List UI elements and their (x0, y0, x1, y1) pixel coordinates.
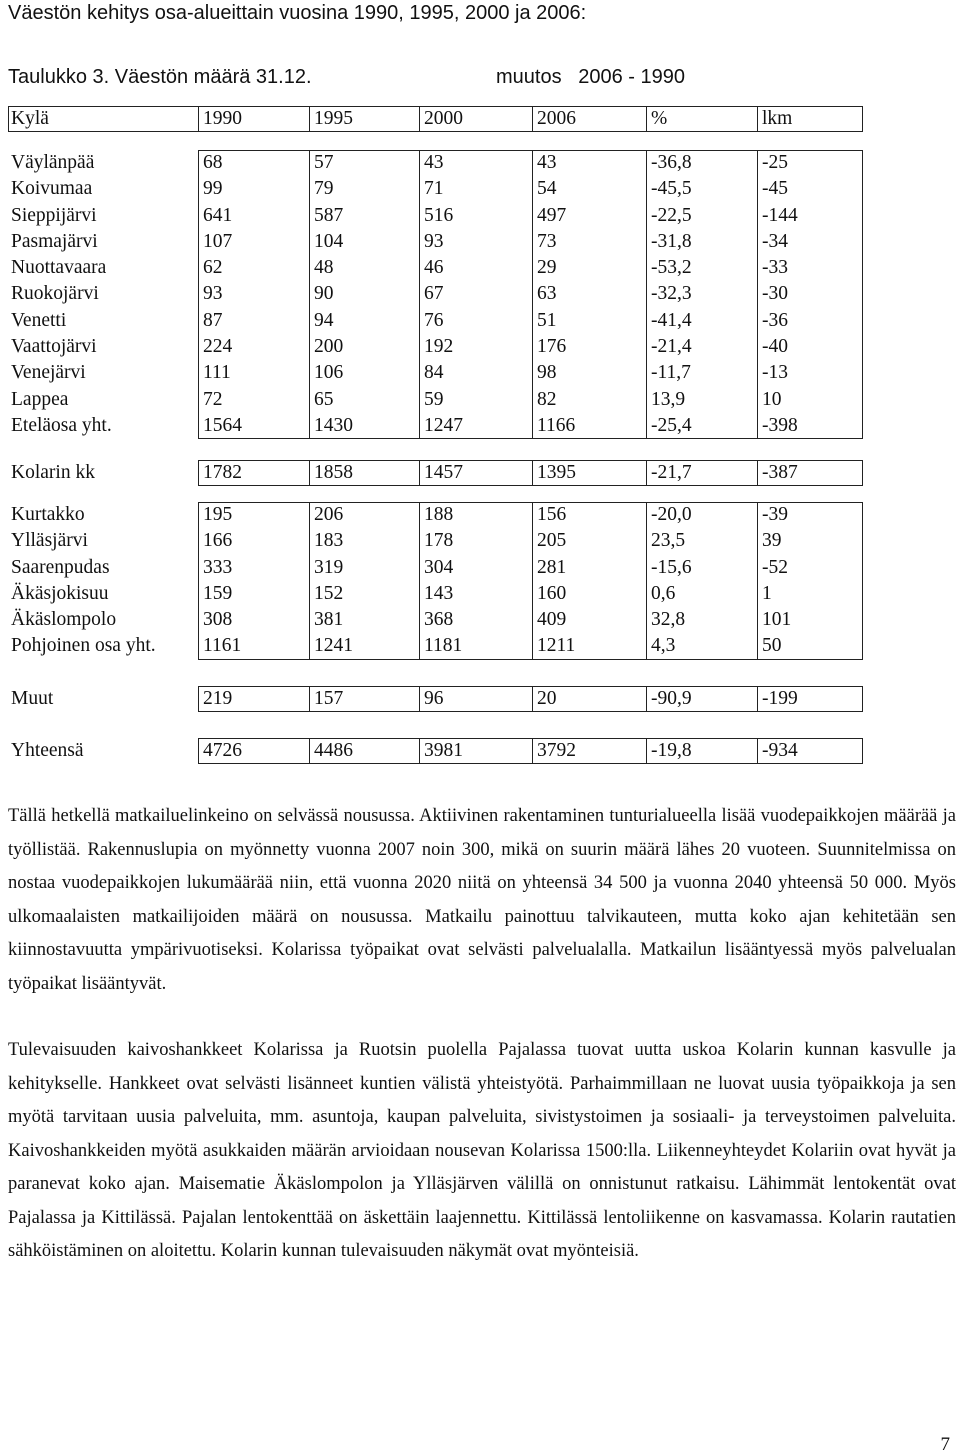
row-label-cell: Äkäslompolo (11, 609, 117, 631)
table-row (8, 581, 862, 607)
value-cell: 84 (424, 362, 444, 384)
column-divider (862, 460, 863, 486)
value-cell: 159 (203, 582, 233, 604)
value-cell: -25,4 (651, 414, 692, 436)
row-label-cell: Pohjoinen osa yht. (11, 635, 156, 657)
table-row (8, 334, 862, 360)
group-etelaosa (8, 150, 862, 439)
value-cell: 200 (314, 336, 344, 358)
value-cell: 2000 (424, 108, 463, 129)
change-caption: muutos 2006 - 1990 (496, 66, 686, 88)
table-row (8, 502, 862, 528)
value-cell: 79 (314, 178, 334, 200)
row-label-cell: Ruokojärvi (11, 283, 99, 305)
value-cell: 183 (314, 530, 344, 552)
value-cell: -25 (762, 152, 788, 173)
group-yhteensa (8, 738, 862, 764)
table-row (8, 229, 862, 255)
value-cell: 72 (203, 388, 223, 410)
value-cell: 166 (203, 530, 233, 552)
paragraph-1: Tällä hetkellä matkailuelinkeino on selvässä nousussa. Aktiivinen rakentaminen tunturialueella lisää vuodepaikkojen määrää ja työllistää. Rakennuslupia on myönnetty vuonna 2007 noin 300, mikä on suurin määrä lähes 20 vuoteen. Suunnitelmissa on nostaa vuodepaikkojen lukumäärää niin, että vuonna 2020 niitä on yhteensä 34 500 ja vuonna 2040 yhteensä 50 000. Myös ulkomaalaisten matkailijoiden määrä on nousussa. Matkailu painottuu talvikauteen, mutta koko ajan kehitetään sen kiinnostavuutta ympärivuotiseksi. Kolarissa työpaikat ovat selvästi palvelualalla. Matkailun lisääntyessä myös palvelualan työpaikat lisääntyvät. (8, 806, 956, 994)
value-cell: 96 (424, 688, 444, 709)
value-cell: -934 (762, 740, 798, 761)
value-cell: 104 (314, 230, 344, 252)
row-label-cell: Väylänpää (11, 152, 95, 173)
column-divider (862, 502, 863, 660)
value-cell: 1161 (203, 635, 242, 657)
value-cell: 319 (314, 556, 344, 578)
value-cell: 82 (537, 388, 557, 410)
value-cell: -387 (762, 462, 798, 483)
value-cell: -22,5 (651, 204, 692, 226)
value-cell: 57 (314, 152, 334, 173)
row-label-cell: Yhteensä (11, 740, 84, 761)
value-cell: -45 (762, 178, 788, 200)
value-cell: 1990 (203, 108, 242, 129)
row-label-cell: Äkäsjokisuu (11, 582, 109, 604)
value-cell: 219 (203, 688, 233, 709)
row-label-cell: Kylä (11, 108, 49, 129)
table-row (8, 528, 862, 554)
value-cell: 62 (203, 257, 223, 279)
value-cell: 1564 (203, 414, 242, 436)
row-label-cell: Kurtakko (11, 504, 85, 525)
value-cell: 3792 (537, 740, 576, 761)
value-cell: 641 (203, 204, 233, 226)
value-cell: 178 (424, 530, 454, 552)
table-row (8, 387, 862, 413)
value-cell: 381 (314, 609, 344, 631)
table-header (8, 106, 862, 132)
value-cell: 1858 (314, 462, 353, 483)
value-cell: 50 (762, 635, 782, 657)
row-label-cell: Sieppijärvi (11, 204, 97, 226)
value-cell: 156 (537, 504, 567, 525)
value-cell: 111 (203, 362, 231, 384)
table-row (8, 413, 862, 439)
value-cell: 1 (762, 582, 772, 604)
value-cell: 1181 (424, 635, 463, 657)
value-cell: 160 (537, 582, 567, 604)
value-cell: -13 (762, 362, 788, 384)
table-row (8, 255, 862, 281)
value-cell: -21,7 (651, 462, 692, 483)
value-cell: 90 (314, 283, 334, 305)
value-cell: 20 (537, 688, 557, 709)
value-cell: 4486 (314, 740, 353, 761)
value-cell: 304 (424, 556, 454, 578)
value-cell: 0,6 (651, 582, 676, 604)
value-cell: 206 (314, 504, 344, 525)
value-cell: -15,6 (651, 556, 692, 578)
group-kolarin-kk (8, 460, 862, 486)
value-cell: 63 (537, 283, 557, 305)
value-cell: 1995 (314, 108, 353, 129)
value-cell: 152 (314, 582, 344, 604)
value-cell: 76 (424, 309, 444, 331)
row-label-cell: Venetti (11, 309, 67, 331)
value-cell: 516 (424, 204, 454, 226)
value-cell: 587 (314, 204, 344, 226)
value-cell: 1241 (314, 635, 353, 657)
value-cell: 1395 (537, 462, 576, 483)
table-row (8, 607, 862, 633)
value-cell: -20,0 (651, 504, 692, 525)
value-cell: 94 (314, 309, 334, 331)
paragraph-2: Tulevaisuuden kaivoshankkeet Kolarissa ja Ruotsin puolella Pajalassa tuovat uutta uskoa Kolarin kunnan kasvulle ja kehitykselle. Hankkeet ovat selvästi lisänneet kuntien välistä yhteistyötä. Parhaimmillaan ne luovat uusia työpaikkoja ja sen myötä tarvitaan uusia palveluita, mm. asuntoja, kaupan palveluita, sivistystoimen ja sosiaali- ja terveystoimen palveluita. Kaivoshankkeiden myötä asukkaiden määrän arvioidaan nousevan Kolarissa 1500:lla. Liikenneyhteydet Kolariin ovat hyvät ja paranevat koko ajan. Maisematie Äkäslompolon ja Ylläsjärven välillä on onnistunut ratkaisu. Lähimmät lentokentät ovat Pajalassa ja Kittilässä. Pajalan lentokenttää on äskettäin laajennettu. Kittilässä lentoliikenne on kasvamassa. Kolarin rautatien sähköistäminen on aloitettu. Kolarin kunnan tulevaisuuden näkymät ovat myönteisiä. (8, 1040, 956, 1261)
value-cell: 1166 (537, 414, 576, 436)
table-row (8, 633, 862, 659)
value-cell: -30 (762, 283, 788, 305)
value-cell: 13,9 (651, 388, 686, 410)
table-row (8, 360, 862, 386)
value-cell: 176 (537, 336, 567, 358)
value-cell: 65 (314, 388, 334, 410)
value-cell: -398 (762, 414, 798, 436)
row-label-cell: Kolarin kk (11, 462, 95, 483)
value-cell: -36,8 (651, 152, 692, 173)
value-cell: 188 (424, 504, 454, 525)
value-cell: -36 (762, 309, 788, 331)
group-muut (8, 686, 862, 712)
value-cell: -90,9 (651, 688, 692, 709)
table-row (8, 686, 862, 712)
value-cell: 308 (203, 609, 233, 631)
value-cell: -19,8 (651, 740, 692, 761)
row-label-cell: Nuottavaara (11, 257, 107, 279)
table-row (8, 460, 862, 486)
row-label-cell: Pasmajärvi (11, 230, 98, 252)
value-cell: 1782 (203, 462, 242, 483)
value-cell: 59 (424, 388, 444, 410)
value-cell: 46 (424, 257, 444, 279)
value-cell: 107 (203, 230, 233, 252)
value-cell: -40 (762, 336, 788, 358)
value-cell: -45,5 (651, 178, 692, 200)
value-cell: 23,5 (651, 530, 686, 552)
column-divider (862, 686, 863, 712)
value-cell: 4,3 (651, 635, 676, 657)
value-cell: 101 (762, 609, 792, 631)
value-cell: 143 (424, 582, 454, 604)
value-cell: 1211 (537, 635, 576, 657)
table-row (8, 203, 862, 229)
value-cell: -21,4 (651, 336, 692, 358)
row-label-cell: Ylläsjärvi (11, 530, 88, 552)
value-cell: 368 (424, 609, 454, 631)
value-cell: 1430 (314, 414, 353, 436)
value-cell: 39 (762, 530, 782, 552)
value-cell: 497 (537, 204, 567, 226)
value-cell: 93 (424, 230, 444, 252)
value-cell: 4726 (203, 740, 242, 761)
value-cell: 333 (203, 556, 233, 578)
row-label-cell: Eteläosa yht. (11, 414, 112, 436)
value-cell: 409 (537, 609, 567, 631)
value-cell: 106 (314, 362, 344, 384)
row-label-cell: Koivumaa (11, 178, 93, 200)
row-label-cell: Muut (11, 688, 54, 709)
table-row (8, 176, 862, 202)
row-label-cell: Vaattojärvi (11, 336, 97, 358)
table-caption: Taulukko 3. Väestön määrä 31.12. (8, 66, 312, 88)
value-cell: 43 (537, 152, 557, 173)
column-divider (862, 738, 863, 764)
value-cell: -33 (762, 257, 788, 279)
value-cell: 73 (537, 230, 557, 252)
value-cell: 1247 (424, 414, 463, 436)
value-cell: 29 (537, 257, 557, 279)
value-cell: -32,3 (651, 283, 692, 305)
value-cell: 87 (203, 309, 223, 331)
row-label-cell: Lappea (11, 388, 69, 410)
value-cell: 48 (314, 257, 334, 279)
value-cell: 10 (762, 388, 782, 410)
value-cell: -53,2 (651, 257, 692, 279)
table-row (8, 308, 862, 334)
table-row (8, 738, 862, 764)
value-cell: -41,4 (651, 309, 692, 331)
value-cell: 51 (537, 309, 557, 331)
value-cell: 98 (537, 362, 557, 384)
header-row (8, 106, 862, 132)
intro-heading: Väestön kehitys osa-alueittain vuosina 1990, 1995, 2000 ja 2006: (8, 2, 587, 24)
row-label-cell: Venejärvi (11, 362, 86, 384)
value-cell: 281 (537, 556, 567, 578)
value-cell: 93 (203, 283, 223, 305)
column-divider (862, 150, 863, 439)
value-cell: 67 (424, 283, 444, 305)
table-row (8, 555, 862, 581)
value-cell: -199 (762, 688, 798, 709)
table-row (8, 281, 862, 307)
value-cell: -34 (762, 230, 788, 252)
value-cell: -52 (762, 556, 788, 578)
value-cell: 99 (203, 178, 223, 200)
value-cell: 192 (424, 336, 454, 358)
value-cell: -11,7 (651, 362, 691, 384)
value-cell: 195 (203, 504, 233, 525)
table-row (8, 150, 862, 176)
value-cell: 68 (203, 152, 223, 173)
value-cell: -144 (762, 204, 798, 226)
value-cell: -31,8 (651, 230, 692, 252)
value-cell: 54 (537, 178, 557, 200)
value-cell: 157 (314, 688, 344, 709)
value-cell: -39 (762, 504, 788, 525)
value-cell: 205 (537, 530, 567, 552)
page-number: 7 (940, 1434, 950, 1455)
row-label-cell: Saarenpudas (11, 556, 110, 578)
group-pohjoinen (8, 502, 862, 660)
column-divider (862, 106, 863, 132)
value-cell: 1457 (424, 462, 463, 483)
value-cell: 2006 (537, 108, 576, 129)
value-cell: 71 (424, 178, 444, 200)
value-cell: % (651, 108, 668, 129)
value-cell: lkm (762, 108, 793, 129)
value-cell: 43 (424, 152, 444, 173)
value-cell: 32,8 (651, 609, 686, 631)
value-cell: 224 (203, 336, 233, 358)
value-cell: 3981 (424, 740, 463, 761)
